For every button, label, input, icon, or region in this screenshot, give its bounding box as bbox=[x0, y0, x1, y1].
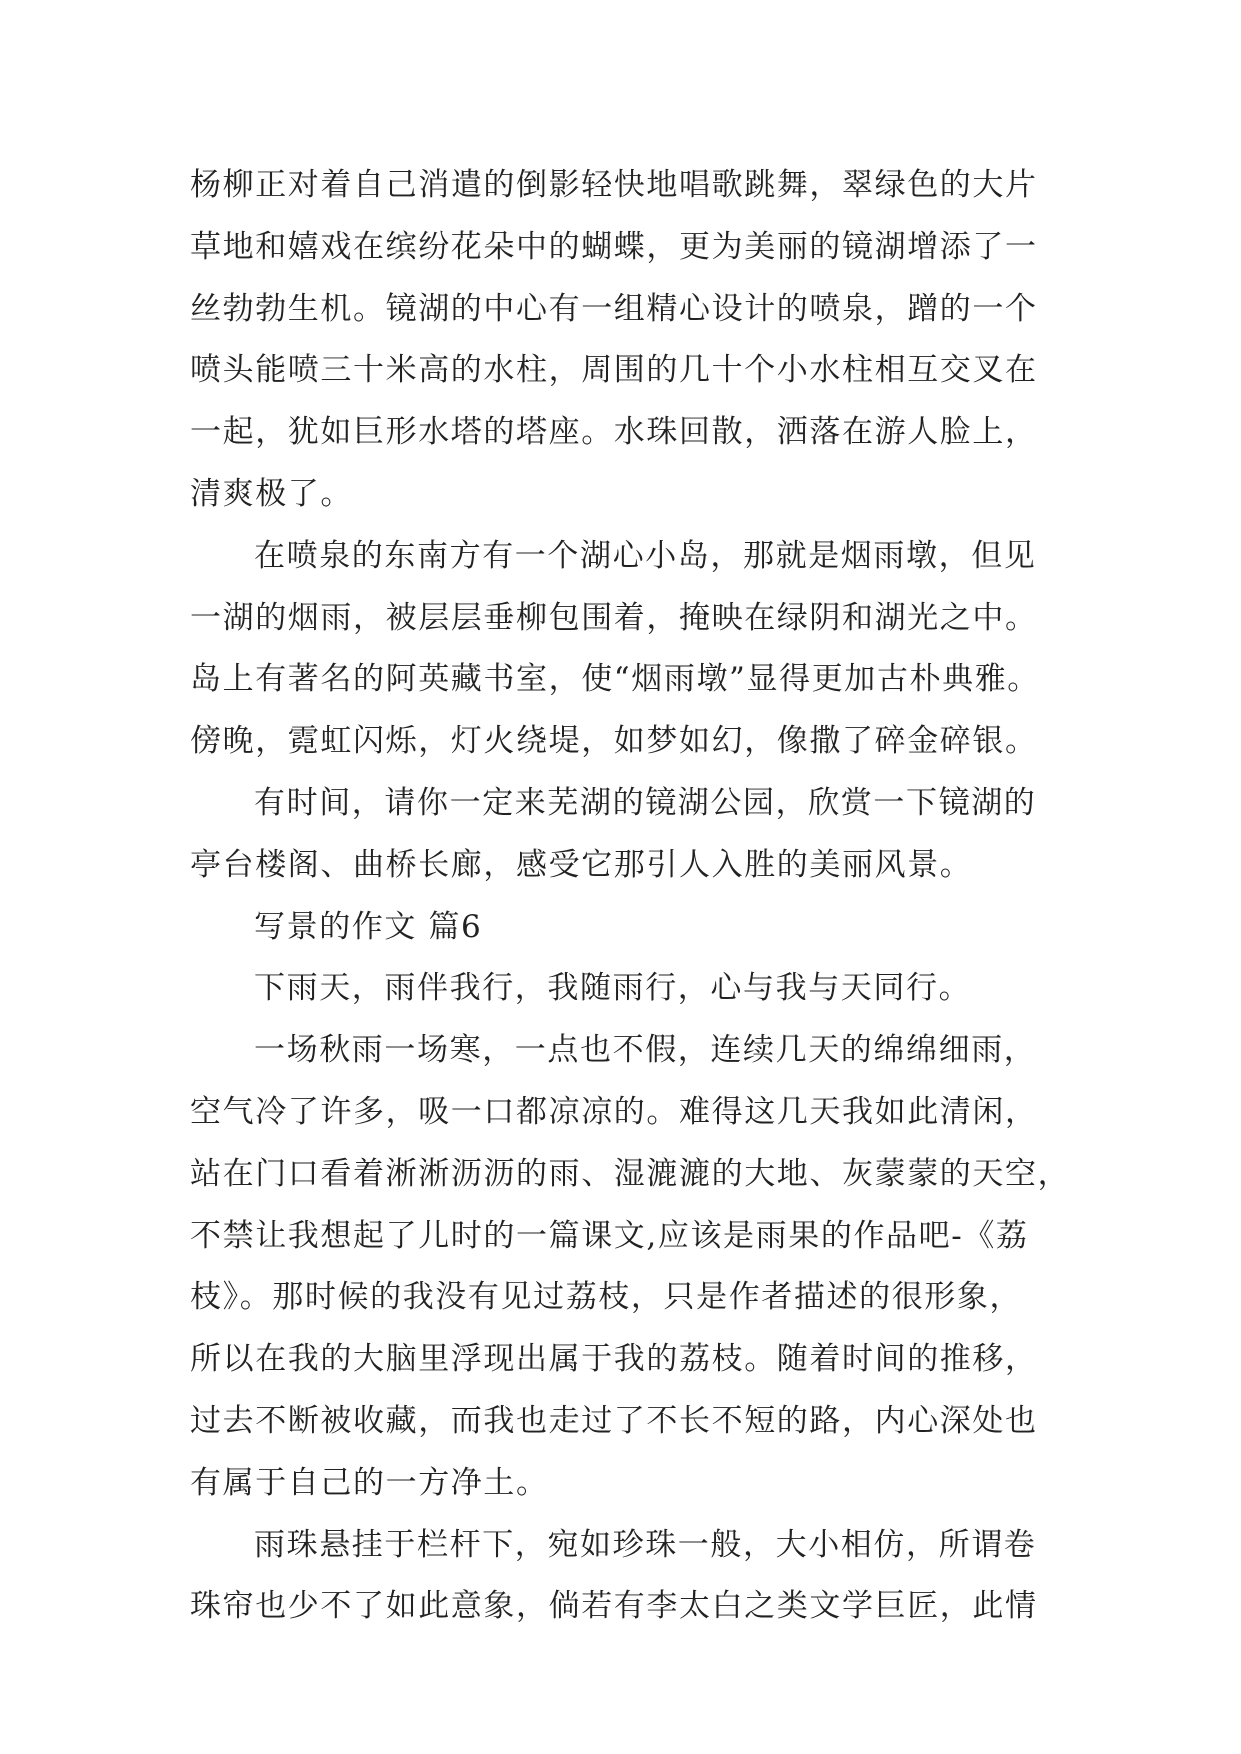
text-line: 空气冷了许多，吸一口都凉凉的。难得这几天我如此清闲， bbox=[190, 1093, 1038, 1130]
text-line: 一起，犹如巨形水塔的塔座。水珠回散，洒落在游人脸上， bbox=[190, 414, 1038, 451]
text-line: 喷头能喷三十米高的水柱，周围的几十个小水柱相互交叉在 bbox=[190, 352, 1038, 389]
paragraph-first-line: 一场秋雨一场寒，一点也不假，连续几天的绵绵细雨， bbox=[254, 1032, 1037, 1069]
text-line: 不禁让我想起了儿时的一篇课文,应该是雨果的作品吧-《荔 bbox=[190, 1217, 1029, 1254]
text-line: 杨柳正对着自己消遣的倒影轻快地唱歌跳舞，翠绿色的大片 bbox=[190, 167, 1038, 203]
body-text bbox=[190, 155, 1071, 1638]
paragraph-first-line: 下雨天，雨伴我行，我随雨行，心与我与天同行。 bbox=[254, 970, 972, 1007]
text-line: 一湖的烟雨，被层层垂柳包围着，掩映在绿阴和湖光之中。 bbox=[190, 599, 1038, 636]
text-line: 清爽极了。 bbox=[190, 475, 353, 512]
text-line: 傍晚，霓虹闪烁，灯火绕堤，如梦如幻，像撒了碎金碎银。 bbox=[190, 723, 1038, 760]
text-line: 所以在我的大脑里浮现出属于我的荔枝。随着时间的推移， bbox=[190, 1341, 1038, 1378]
paragraph-first-line: 有时间，请你一定来芜湖的镜湖公园，欣赏一下镜湖的 bbox=[254, 784, 1037, 821]
paragraph-first-line: 雨珠悬挂于栏杆下，宛如珍珠一般，大小相仿，所谓卷 bbox=[254, 1526, 1037, 1563]
text-line: 枝》。那时候的我没有见过荔枝，只是作者描述的很形象， bbox=[190, 1279, 1023, 1316]
text-line: 珠帘也少不了如此意象，倘若有李太白之类文学巨匠，此情 bbox=[190, 1588, 1038, 1625]
paragraph-first-line: 写景的作文 篇6 bbox=[254, 908, 483, 945]
text-line: 丝勃勃生机。镜湖的中心有一组精心设计的喷泉，蹭的一个 bbox=[190, 290, 1038, 327]
text-line: 过去不断被收藏，而我也走过了不长不短的路，内心深处也 bbox=[190, 1402, 1038, 1439]
paragraph-first-line: 在喷泉的东南方有一个湖心小岛，那就是烟雨墩，但见 bbox=[254, 537, 1037, 574]
text-line: 岛上有著名的阿英藏书室，使“烟雨墩”显得更加古朴典雅。 bbox=[190, 661, 1040, 698]
text-line: 有属于自己的一方净土。 bbox=[190, 1464, 549, 1501]
text-line: 站在门口看着淅淅沥沥的雨、湿漉漉的大地、灰蒙蒙的天空， bbox=[190, 1155, 1071, 1192]
text-line: 草地和嬉戏在缤纷花朵中的蝴蝶，更为美丽的镜湖增添了一 bbox=[190, 228, 1038, 265]
text-line: 亭台楼阁、曲桥长廊，感受它那引人入胜的美丽风景。 bbox=[190, 846, 973, 883]
